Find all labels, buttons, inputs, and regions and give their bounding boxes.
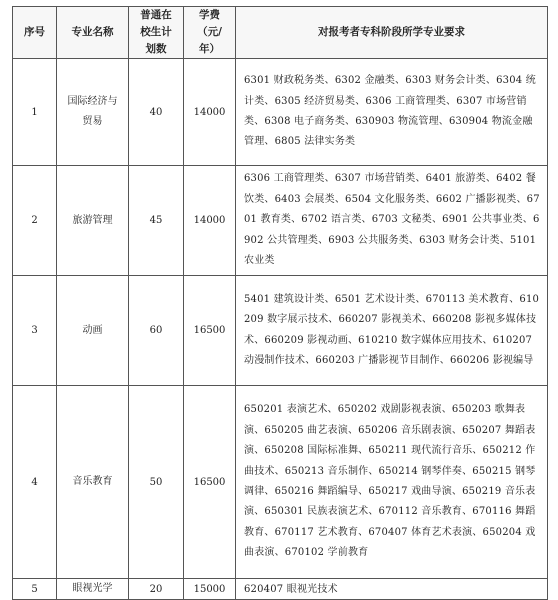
cell-tuition: 14000 [184, 59, 236, 166]
cell-plan: 60 [129, 276, 184, 386]
header-tuition: 学费（元/年） [184, 7, 236, 59]
cell-requirement: 6301 财政税务类、6302 金融类、6303 财务会计类、6304 统计类、6305 经济贸易类、6306 工商管理类、6307 市场营销类、6308 电子商务类、630903 物流管理、630904 物流金融管理、6805 法律实务类 [236, 59, 548, 166]
cell-seq: 5 [13, 579, 57, 600]
table-row [13, 166, 548, 276]
table-row [13, 276, 548, 386]
cell-plan: 50 [129, 386, 184, 579]
cell-major: 眼视光学 [57, 579, 129, 600]
cell-tuition: 16500 [184, 276, 236, 386]
table-header-row [13, 7, 548, 59]
cell-tuition: 14000 [184, 166, 236, 276]
cell-major: 旅游管理 [57, 166, 129, 276]
cell-plan: 40 [129, 59, 184, 166]
header-major: 专业名称 [57, 7, 129, 59]
cell-seq: 2 [13, 166, 57, 276]
cell-major: 动画 [57, 276, 129, 386]
cell-requirement: 5401 建筑设计类、6501 艺术设计类、670113 美术教育、610209 数字展示技术、660207 影视美术、660208 影视多媒体技术、660209 影视动画、610210 数字媒体应用技术、610207 动漫制作技术、660203 广播影视节目制作、660206 影视编导 [236, 276, 548, 386]
table-row [13, 59, 548, 166]
cell-tuition: 16500 [184, 386, 236, 579]
cell-requirement: 6306 工商管理类、6307 市场营销类、6401 旅游类、6402 餐饮类、6403 会展类、6504 文化服务类、6602 广播影视类、6701 教育类、6702 语言类、6703 文秘类、6901 公共事业类、6902 公共管理类、6903 公共服务类、6303 财务会计类、5101 农业类 [236, 166, 548, 276]
cell-major: 音乐教育 [57, 386, 129, 579]
admission-table [12, 6, 548, 600]
table-row [13, 386, 548, 579]
table-row [13, 579, 548, 600]
cell-seq: 4 [13, 386, 57, 579]
header-seq: 序号 [13, 7, 57, 59]
cell-requirement: 620407 眼视光技术 [236, 579, 548, 600]
cell-tuition: 15000 [184, 579, 236, 600]
header-plan: 普通在校生计划数 [129, 7, 184, 59]
header-requirement: 对报考者专科阶段所学专业要求 [236, 7, 548, 59]
cell-requirement: 650201 表演艺术、650202 戏剧影视表演、650203 歌舞表演、650205 曲艺表演、650206 音乐剧表演、650207 舞蹈表演、650208 国际标准舞、650211 现代流行音乐、650212 作曲技术、650213 音乐制作、650214 钢琴伴奏、650215 钢琴调律、650216 舞蹈编导、650217 戏曲导演、650219 音乐表演、650301 民族表演艺术、670112 音乐教育、670116 舞蹈教育、670117 艺术教育、670407 体育艺术表演、650204 戏曲表演、670102 学前教育 [236, 386, 548, 579]
cell-seq: 1 [13, 59, 57, 166]
cell-plan: 20 [129, 579, 184, 600]
cell-major: 国际经济与贸易 [57, 59, 129, 166]
cell-plan: 45 [129, 166, 184, 276]
cell-seq: 3 [13, 276, 57, 386]
